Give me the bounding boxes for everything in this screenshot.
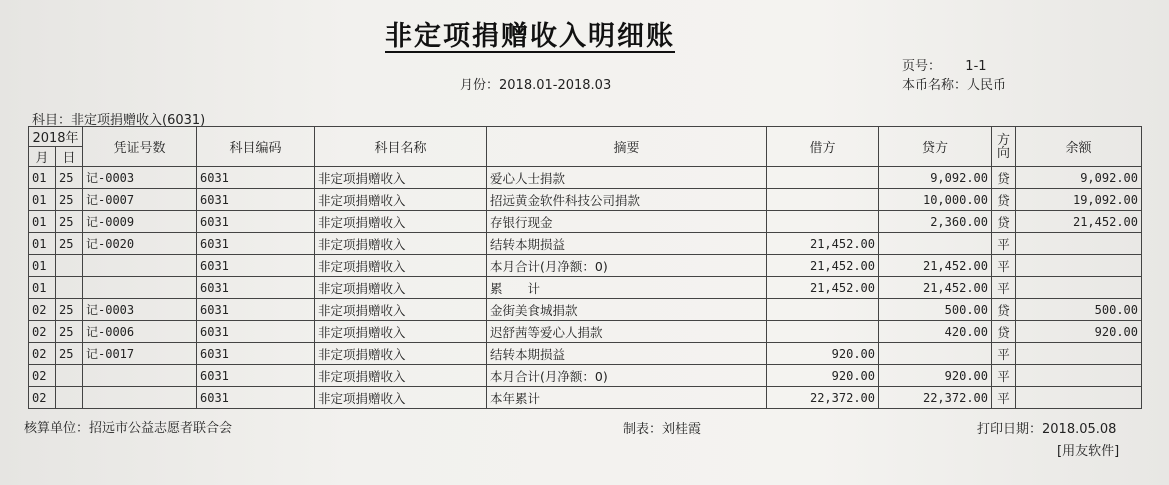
row-direction: 贷 (992, 211, 1016, 233)
row-direction: 平 (992, 277, 1016, 299)
row-balance: 500.00 (1016, 299, 1142, 321)
row-balance (1016, 387, 1142, 409)
day-header: 日 (56, 147, 83, 167)
row-direction: 贷 (992, 189, 1016, 211)
summary-header: 摘要 (487, 127, 767, 167)
row-voucher: 记-0007 (83, 189, 197, 211)
page-number-label: 页号： (902, 59, 942, 74)
row-debit (767, 189, 879, 211)
row-credit: 9,092.00 (879, 167, 992, 189)
row-code: 6031 (197, 299, 315, 321)
row-code: 6031 (197, 387, 315, 409)
table-row (29, 387, 1142, 409)
row-summary: 本月合计(月净额：0) (487, 255, 767, 277)
row-voucher: 记-0020 (83, 233, 197, 255)
table-row (29, 321, 1142, 343)
row-credit: 420.00 (879, 321, 992, 343)
row-debit: 21,452.00 (767, 255, 879, 277)
row-summary: 招远黄金软件科技公司捐款 (487, 189, 767, 211)
row-balance (1016, 343, 1142, 365)
month-header: 月 (29, 147, 56, 167)
row-summary: 结转本期损益 (487, 343, 767, 365)
table-row (29, 365, 1142, 387)
name-header: 科目名称 (315, 127, 487, 167)
ledger-body (29, 167, 1142, 409)
row-debit (767, 321, 879, 343)
row-voucher: 记-0006 (83, 321, 197, 343)
row-summary: 本月合计(月净额：0) (487, 365, 767, 387)
row-name: 非定项捐赠收入 (315, 365, 487, 387)
direction-header: 方向 (992, 127, 1016, 167)
currency-value: 人民币 (967, 78, 1007, 93)
row-voucher: 记-0009 (83, 211, 197, 233)
row-credit: 2,360.00 (879, 211, 992, 233)
row-month: 02 (29, 299, 56, 321)
table-row (29, 233, 1142, 255)
row-direction: 平 (992, 387, 1016, 409)
row-debit: 21,452.00 (767, 277, 879, 299)
row-credit: 21,452.00 (879, 255, 992, 277)
print-date: 打印日期：2018.05.08 (977, 422, 1117, 437)
row-month: 02 (29, 321, 56, 343)
month-value: 2018.01-2018.03 (499, 78, 612, 93)
row-direction: 平 (992, 255, 1016, 277)
row-voucher (83, 387, 197, 409)
row-month: 01 (29, 167, 56, 189)
table-row (29, 189, 1142, 211)
page-number-value: 1-1 (965, 59, 987, 74)
row-month: 02 (29, 365, 56, 387)
table-row (29, 299, 1142, 321)
row-credit (879, 233, 992, 255)
row-balance (1016, 233, 1142, 255)
row-day (56, 277, 83, 299)
table-row (29, 211, 1142, 233)
row-month: 01 (29, 233, 56, 255)
subject-line: 科目：非定项捐赠收入(6031) (32, 113, 206, 128)
page-title: 非定项捐赠收入明细账 (385, 21, 675, 52)
row-code: 6031 (197, 321, 315, 343)
balance-header: 余额 (1016, 127, 1142, 167)
row-month: 02 (29, 387, 56, 409)
row-code: 6031 (197, 233, 315, 255)
row-name: 非定项捐赠收入 (315, 233, 487, 255)
row-credit: 920.00 (879, 365, 992, 387)
row-name: 非定项捐赠收入 (315, 189, 487, 211)
row-month: 02 (29, 343, 56, 365)
row-voucher (83, 255, 197, 277)
table-maker: 制表：刘桂霞 (623, 422, 702, 437)
row-code: 6031 (197, 167, 315, 189)
row-debit: 920.00 (767, 365, 879, 387)
row-day: 25 (56, 321, 83, 343)
credit-header: 贷方 (879, 127, 992, 167)
row-voucher: 记-0003 (83, 167, 197, 189)
software-name: [用友软件] (1057, 444, 1120, 459)
row-name: 非定项捐赠收入 (315, 343, 487, 365)
row-credit: 22,372.00 (879, 387, 992, 409)
row-code: 6031 (197, 255, 315, 277)
row-month: 01 (29, 277, 56, 299)
row-voucher (83, 277, 197, 299)
code-header: 科目编码 (197, 127, 315, 167)
table-row (29, 255, 1142, 277)
row-name: 非定项捐赠收入 (315, 167, 487, 189)
row-summary: 迟舒茜等爱心人捐款 (487, 321, 767, 343)
row-day: 25 (56, 343, 83, 365)
row-code: 6031 (197, 277, 315, 299)
row-credit: 10,000.00 (879, 189, 992, 211)
row-direction: 平 (992, 365, 1016, 387)
table-row (29, 167, 1142, 189)
ledger-table (28, 126, 1142, 409)
row-code: 6031 (197, 343, 315, 365)
page-number (902, 55, 987, 74)
row-balance (1016, 255, 1142, 277)
row-name: 非定项捐赠收入 (315, 321, 487, 343)
row-name: 非定项捐赠收入 (315, 277, 487, 299)
row-voucher (83, 365, 197, 387)
row-day: 25 (56, 233, 83, 255)
currency-label: 本币名称： (902, 78, 968, 93)
row-balance: 21,452.00 (1016, 211, 1142, 233)
accounting-unit: 核算单位：招远市公益志愿者联合会 (24, 421, 233, 436)
row-day: 25 (56, 299, 83, 321)
row-summary: 金街美食城捐款 (487, 299, 767, 321)
row-summary: 存银行现金 (487, 211, 767, 233)
row-name: 非定项捐赠收入 (315, 255, 487, 277)
row-name: 非定项捐赠收入 (315, 211, 487, 233)
row-voucher: 记-0003 (83, 299, 197, 321)
row-voucher: 记-0017 (83, 343, 197, 365)
row-debit (767, 167, 879, 189)
voucher-header: 凭证号数 (83, 127, 197, 167)
row-direction: 贷 (992, 299, 1016, 321)
table-row (29, 277, 1142, 299)
row-balance: 920.00 (1016, 321, 1142, 343)
month-range (460, 74, 611, 93)
row-balance: 9,092.00 (1016, 167, 1142, 189)
row-day: 25 (56, 189, 83, 211)
row-month: 01 (29, 211, 56, 233)
row-debit: 920.00 (767, 343, 879, 365)
currency (902, 74, 1006, 93)
table-row (29, 343, 1142, 365)
row-credit: 500.00 (879, 299, 992, 321)
row-debit (767, 211, 879, 233)
row-balance (1016, 277, 1142, 299)
row-direction: 贷 (992, 167, 1016, 189)
row-day (56, 365, 83, 387)
row-day: 25 (56, 167, 83, 189)
row-direction: 平 (992, 233, 1016, 255)
row-code: 6031 (197, 211, 315, 233)
row-credit: 21,452.00 (879, 277, 992, 299)
row-summary: 本年累计 (487, 387, 767, 409)
year-header: 2018年 (29, 127, 83, 147)
row-debit: 21,452.00 (767, 233, 879, 255)
row-direction: 贷 (992, 321, 1016, 343)
row-month: 01 (29, 255, 56, 277)
debit-header: 借方 (767, 127, 879, 167)
row-month: 01 (29, 189, 56, 211)
row-day (56, 255, 83, 277)
row-summary: 累 计 (487, 277, 767, 299)
row-name: 非定项捐赠收入 (315, 387, 487, 409)
row-summary: 爱心人士捐款 (487, 167, 767, 189)
row-balance (1016, 365, 1142, 387)
row-day: 25 (56, 211, 83, 233)
month-label: 月份： (460, 78, 500, 93)
row-code: 6031 (197, 365, 315, 387)
row-day (56, 387, 83, 409)
row-debit (767, 299, 879, 321)
row-name: 非定项捐赠收入 (315, 299, 487, 321)
row-code: 6031 (197, 189, 315, 211)
row-balance: 19,092.00 (1016, 189, 1142, 211)
row-credit (879, 343, 992, 365)
row-summary: 结转本期损益 (487, 233, 767, 255)
row-debit: 22,372.00 (767, 387, 879, 409)
row-direction: 平 (992, 343, 1016, 365)
